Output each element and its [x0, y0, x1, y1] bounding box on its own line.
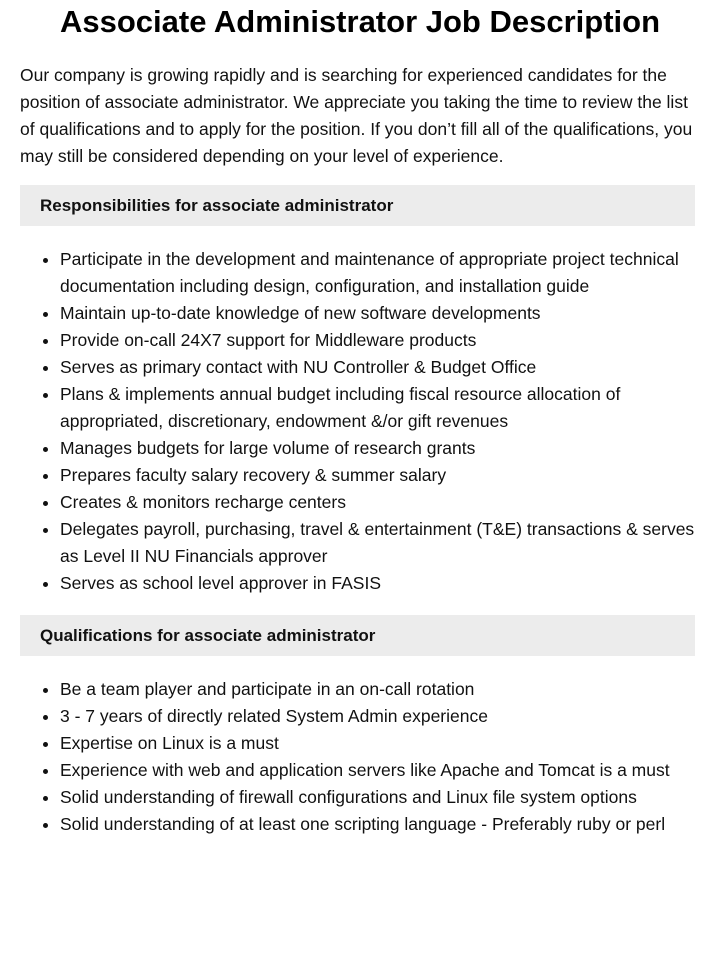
- qualifications-heading: Qualifications for associate administrator: [20, 615, 695, 656]
- list-item: • Serves as primary contact with NU Controller & Budget Office: [60, 354, 700, 381]
- list-item: • Be a team player and participate in an on-call rotation: [60, 676, 700, 703]
- list-item: • Experience with web and application servers like Apache and Tomcat is a must: [60, 757, 700, 784]
- list-item: • Expertise on Linux is a must: [60, 730, 700, 757]
- intro-paragraph: Our company is growing rapidly and is searching for experienced candidates for the position of associate administrator. We appreciate you taking the time to review the list of qualifications and to apply for the position. If you don’t fill all of the qualifications, you may still be considered depending on your level of experience.: [20, 65, 693, 166]
- list-item: • Solid understanding of at least one scripting language - Preferably ruby or perl: [60, 811, 700, 838]
- list-item: • Solid understanding of firewall configurations and Linux file system options: [60, 784, 700, 811]
- list-item: • 3 - 7 years of directly related System Admin experience: [60, 703, 700, 730]
- list-item: • Manages budgets for large volume of research grants: [60, 435, 700, 462]
- list-item: • Plans & implements annual budget including fiscal resource allocation of appropriated, discretionary, endowment &/or gift revenues: [60, 381, 700, 435]
- list-item: • Serves as school level approver in FASIS: [60, 570, 700, 597]
- responsibilities-heading: Responsibilities for associate administrator: [20, 185, 695, 226]
- list-item: • Creates & monitors recharge centers: [60, 489, 700, 516]
- list-item: • Maintain up-to-date knowledge of new software developments: [60, 300, 700, 327]
- responsibilities-list: [20, 246, 700, 597]
- list-item: • Delegates payroll, purchasing, travel & entertainment (T&E) transactions & serves as Level II NU Financials approver: [60, 516, 700, 570]
- page-title: Associate Administrator Job Description: [59, 4, 661, 39]
- list-item: • Prepares faculty salary recovery & summer salary: [60, 462, 700, 489]
- list-item: • Provide on-call 24X7 support for Middleware products: [60, 327, 700, 354]
- qualifications-list: [20, 676, 700, 838]
- list-item: • Participate in the development and maintenance of appropriate project technical documentation including design, configuration, and installation guide: [60, 246, 700, 300]
